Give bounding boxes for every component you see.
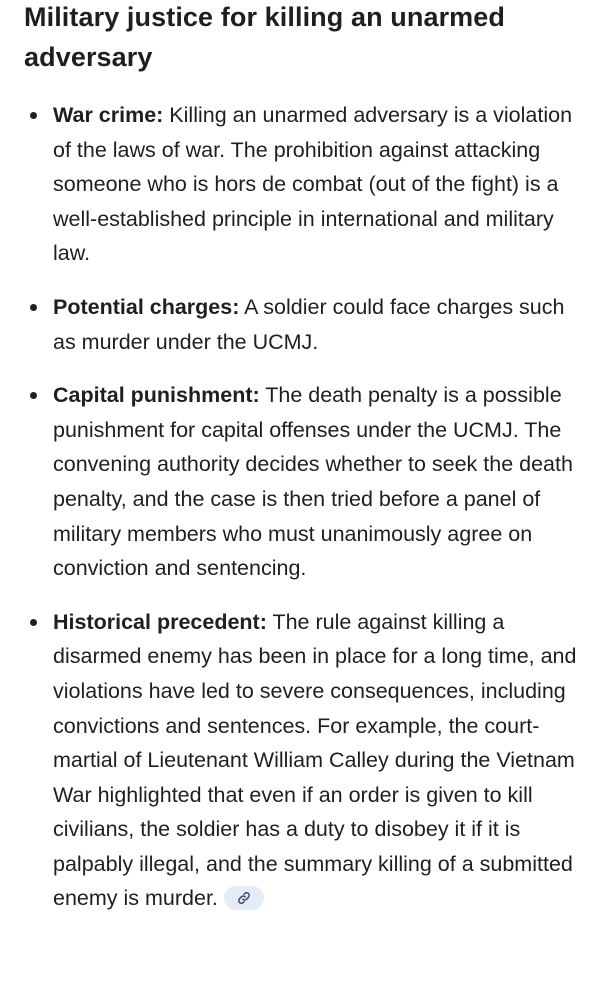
item-term: Potential charges: xyxy=(53,294,240,319)
item-term: Capital punishment: xyxy=(53,383,260,408)
list-item-potential-charges xyxy=(24,290,578,359)
list-item-capital-punishment xyxy=(24,378,578,586)
bullet-list xyxy=(24,98,578,916)
link-icon xyxy=(237,891,251,905)
bullet-dot xyxy=(30,619,37,626)
bullet-dot xyxy=(30,304,37,311)
item-text: The rule against killing a disarmed enemy has been in place for a long time, and violations have led to severe consequences, including convictions and sentences. For example, the court-martial of Lieutenant William Calley during the Vietnam War highlighted that even if an order is given to kill civilians, the soldier has a duty to disobey it if it is palpably illegal, and the summary killing of a submitted enemy is murder. xyxy=(53,609,577,911)
item-term: Historical precedent: xyxy=(53,609,267,634)
bullet-dot xyxy=(30,112,37,119)
item-text: A soldier could face charges such as murder under the UCMJ. xyxy=(53,294,565,354)
item-term: War crime: xyxy=(53,103,164,127)
item-text: Killing an unarmed adversary is a violation of the laws of war. The prohibition against attacking someone who is hors de combat (out of the fight) is a well-established principle in international and military law. xyxy=(53,103,573,266)
section-heading: Military justice for killing an unarmed adversary xyxy=(24,2,506,72)
list-item-historical-precedent xyxy=(24,605,578,916)
item-text: The death penalty is a possible punishment for capital offenses under the UCMJ. The convening authority decides whether to seek the death penalty, and the case is then tried before a panel of military members who must unanimously agree on conviction and sentencing. xyxy=(53,383,573,581)
bullet-dot xyxy=(30,392,37,399)
source-link-button[interactable] xyxy=(224,886,264,910)
list-item-war-crime xyxy=(24,98,578,271)
